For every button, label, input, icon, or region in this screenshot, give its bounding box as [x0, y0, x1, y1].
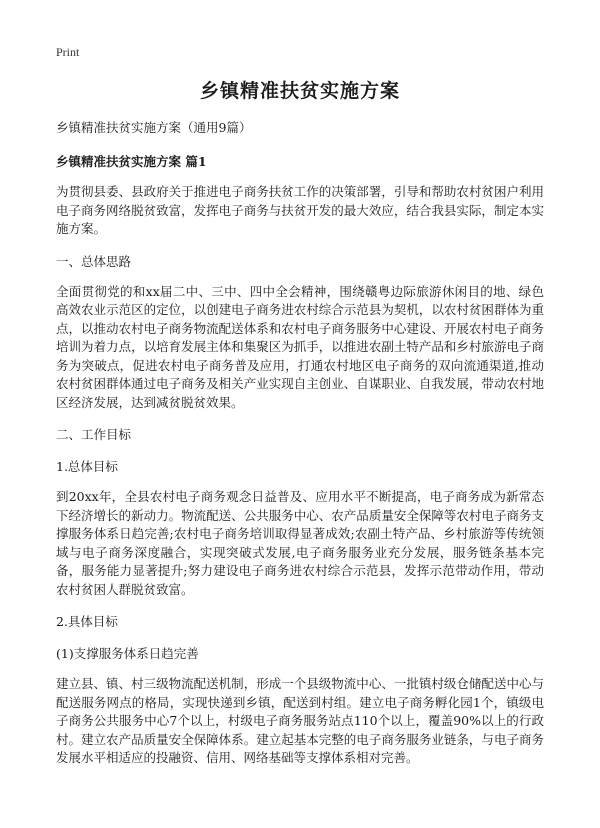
- heading-overall-goal: 1.总体目标: [56, 459, 118, 474]
- section-title: 乡镇精准扶贫实施方案 篇1: [56, 154, 207, 169]
- heading-overall-approach: 一、总体思路: [56, 253, 132, 269]
- document-title: 乡镇精准扶贫实施方案: [199, 80, 400, 102]
- heading-specific-goals: 2.具体目标: [56, 614, 118, 629]
- print-label[interactable]: Print: [56, 45, 80, 59]
- heading-support-system: (1)支撑服务体系日趋完善: [56, 646, 199, 661]
- overall-goal-paragraph: 到20xx年，全县农村电子商务观念日益普及、应用水平不断提高，电子商务成为新常态下经济增长的新动力。物流配送、公共服务中心、农产品质量安全保障等农村电子商务支撑服务体系日趋完善;农村电子商务培训取得显著成效;农副土特产品、乡村旅游等传统领域与电子商务深度融合，实现突破式发展,电子商务服务业充分发展，服务链条基本完备，服务能力显著提升;努力建设电子商务进农村综合示范县，发挥示范带动作用，带动农村贫困人群脱贫致富。: [56, 489, 544, 597]
- document-subtitle: 乡镇精准扶贫实施方案（通用9篇）: [56, 120, 252, 135]
- intro-paragraph: 为贯彻县委、县政府关于推进电子商务扶贫工作的决策部署，引导和帮助农村贫困户利用电子商务网络脱贫致富，发挥电子商务与扶贫开发的最大效应，结合我县实际，制定本实施方案。: [56, 184, 544, 236]
- support-system-paragraph: 建立县、镇、村三级物流配送机制，形成一个县级物流中心、一批镇村级仓储配送中心与配送服务网点的格局，实现快递到乡镇，配送到村组。建立电子商务孵化园1个，镇级电子商务公共服务中心7个以上，村级电子商务服务站点110个以上，覆盖90%以上的行政村。建立农产品质量安全保障体系。建立起基本完整的电子商务服务业链条，与电子商务发展水平相适应的投融资、信用、网络基础等支撑体系相对完善。: [56, 676, 544, 765]
- overall-approach-paragraph: 全面贯彻党的和xx届二中、三中、四中全会精神，围绕赣粤边际旅游休闲目的地、绿色高效农业示范区的定位，以创建电子商务进农村综合示范县为契机，以农村贫困群体为重点，以推动农村电子商务物流配送体系和农村电子商务服务中心建设、开展农村电子商务培训为着力点，以培育发展主体和集聚区为抓手，以推进农副土特产品和乡村旅游电子商务为突破点，促进农村电子商务普及应用，打通农村地区电子商务的双向流通渠道,推动农村贫困群体通过电子商务及相关产业实现自主创业、自谋职业、自我发展，带动农村地区经济发展，达到减贫脱贫效果。: [56, 283, 544, 410]
- heading-work-goals: 二、工作目标: [56, 427, 132, 442]
